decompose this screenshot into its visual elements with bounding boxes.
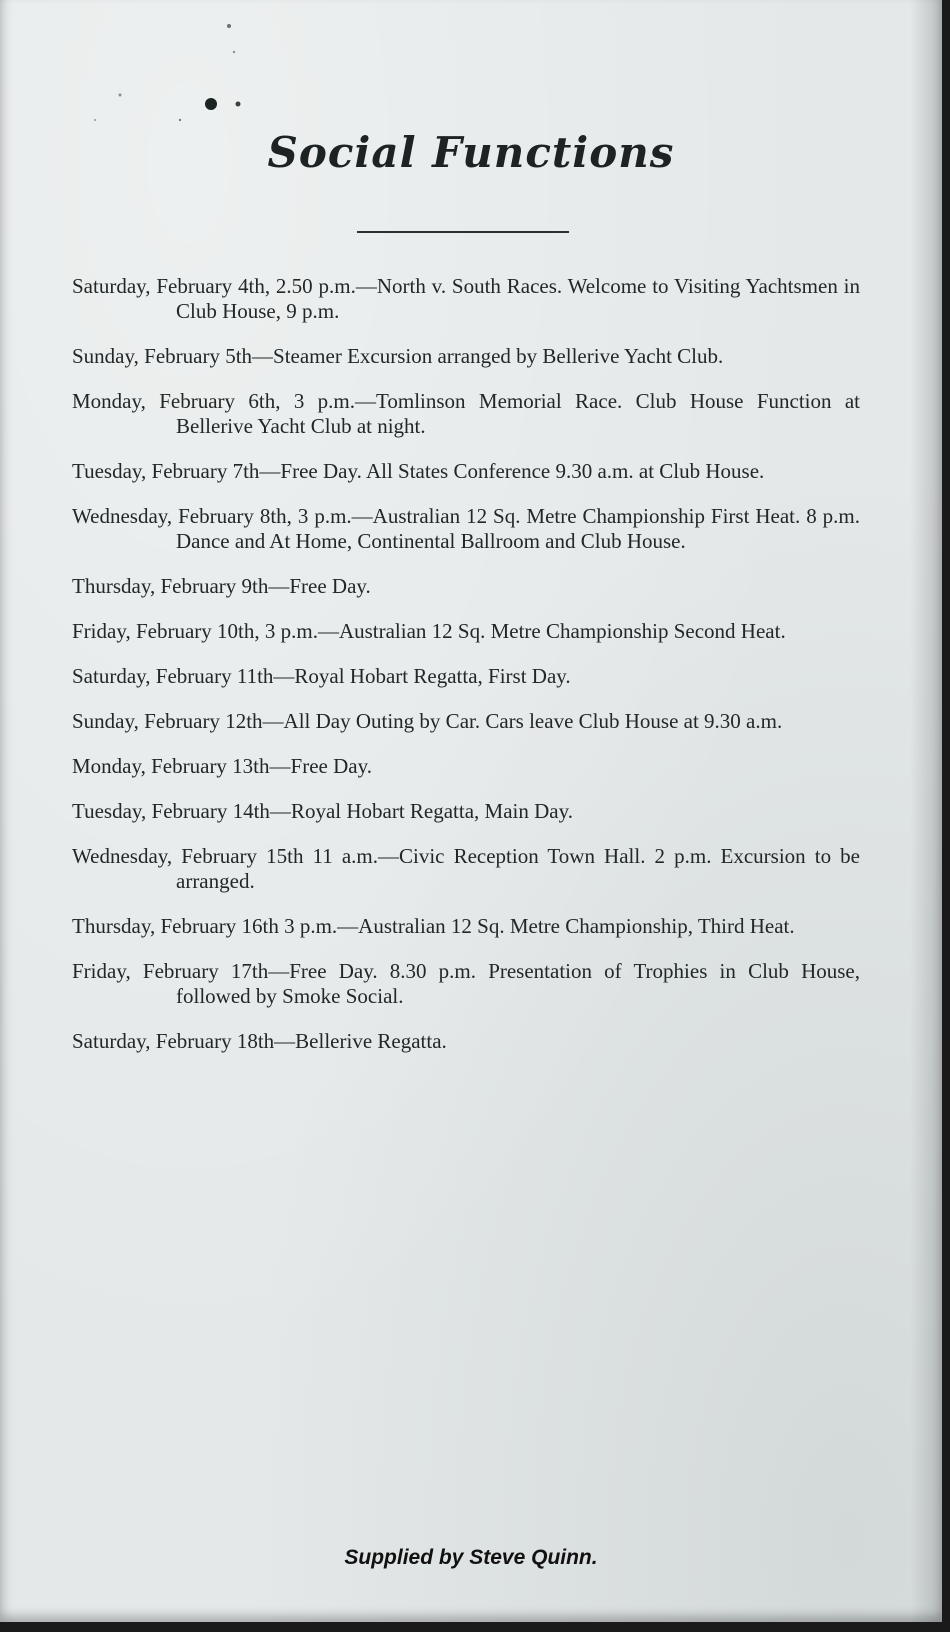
schedule-entry: Wednesday, February 15th 11 a.m.—Civic Reception Town Hall. 2 p.m. Excursion to be arranged. xyxy=(72,844,860,893)
title-divider xyxy=(357,231,569,233)
schedule-entry: Saturday, February 4th, 2.50 p.m.—North v. South Races. Welcome to Visiting Yachtsmen in Club House, 9 p.m. xyxy=(72,274,860,323)
scan-edge-bottom xyxy=(0,1622,950,1632)
schedule-entry: Saturday, February 18th—Bellerive Regatta. xyxy=(72,1029,447,1053)
schedule-entry: Sunday, February 12th—All Day Outing by Car. Cars leave Club House at 9.30 a.m. xyxy=(72,709,783,733)
scan-edge-right xyxy=(942,0,950,1632)
schedule-entry: Saturday, February 11th—Royal Hobart Regatta, First Day. xyxy=(72,664,571,688)
schedule-entry: Thursday, February 9th—Free Day. xyxy=(72,574,371,598)
schedule-entry: Monday, February 13th—Free Day. xyxy=(72,754,372,778)
schedule-entry: Tuesday, February 14th—Royal Hobart Regatta, Main Day. xyxy=(72,799,573,823)
schedule-entry: Thursday, February 16th 3 p.m.—Australian 12 Sq. Metre Championship, Third Heat. xyxy=(72,914,795,938)
schedule-entry: Monday, February 6th, 3 p.m.—Tomlinson Memorial Race. Club House Function at Bellerive Yacht Club at night. xyxy=(72,389,860,438)
schedule-list xyxy=(72,274,860,1074)
schedule-entry: Friday, February 17th—Free Day. 8.30 p.m. Presentation of Trophies in Club House, followed by Smoke Social. xyxy=(72,959,860,1008)
schedule-entry: Sunday, February 5th—Steamer Excursion arranged by Bellerive Yacht Club. xyxy=(72,344,724,368)
supplied-by-credit: Supplied by Steve Quinn. xyxy=(344,1546,598,1569)
page-title: Social Functions xyxy=(267,128,675,177)
schedule-entry: Tuesday, February 7th—Free Day. All States Conference 9.30 a.m. at Club House. xyxy=(72,459,765,483)
schedule-entry: Wednesday, February 8th, 3 p.m.—Australian 12 Sq. Metre Championship First Heat. 8 p.m. Dance and At Home, Continental Ballroom and Club House. xyxy=(72,504,860,553)
schedule-entry: Friday, February 10th, 3 p.m.—Australian 12 Sq. Metre Championship Second Heat. xyxy=(72,619,786,643)
